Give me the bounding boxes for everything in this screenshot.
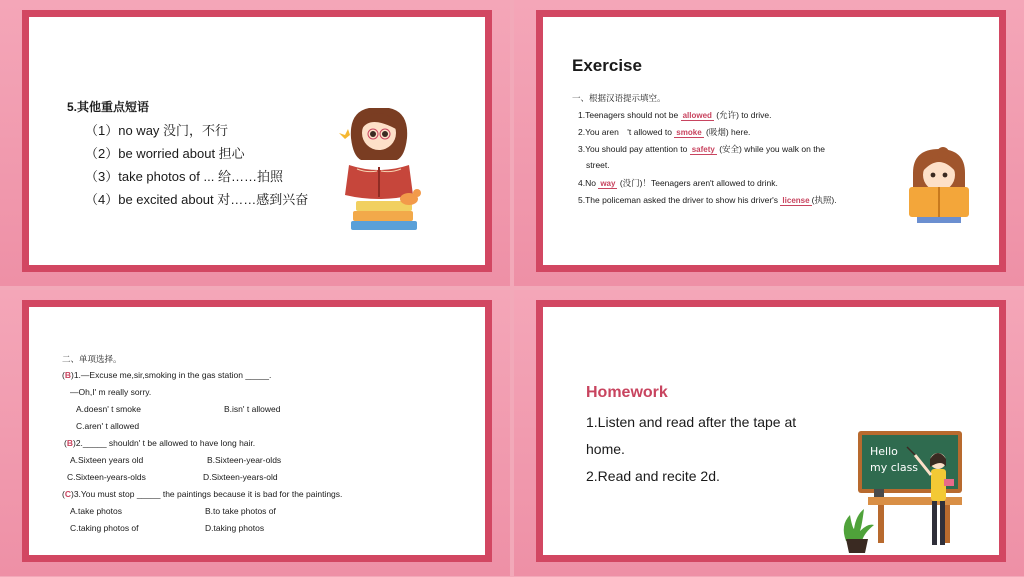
answer-key: B	[66, 438, 73, 448]
homework-item: 1.Listen and read after the tape at	[586, 414, 797, 430]
slide-3[interactable]	[0, 290, 510, 576]
answer-blank: smoke	[676, 128, 702, 137]
phrase-item: （4）be excited about 对……感到兴奋	[85, 192, 309, 207]
slide-frame	[22, 10, 492, 272]
option-b: B.isn' t allowed	[224, 404, 281, 414]
plant-icon	[844, 509, 874, 541]
slide-paper	[543, 17, 999, 265]
answer-blank: safety	[691, 145, 715, 154]
slide-frame	[536, 300, 1006, 562]
homework-item: 2.Read and recite 2d.	[586, 468, 720, 484]
option-d: D.taking photos	[205, 523, 265, 533]
option-a: A.doesn' t smoke	[76, 404, 141, 414]
question-2: 2.You aren 't allowed to smoke (吸烟) here.	[578, 127, 751, 137]
answer-key: C	[64, 489, 71, 499]
slide-paper	[29, 17, 485, 265]
question-3-continued: street.	[586, 160, 610, 170]
option-c: C.Sixteen-years-olds	[67, 472, 146, 482]
option-c: C.taking photos of	[70, 523, 139, 533]
girl-with-book-illustration	[903, 145, 973, 225]
slide-paper	[29, 307, 485, 555]
homework-item: home.	[586, 441, 625, 457]
question-1: 1.Teenagers should not be allowed (允许) to drive.	[578, 110, 772, 120]
option-b: B.Sixteen-year-olds	[207, 455, 282, 465]
teacher-blackboard-illustration	[838, 431, 978, 555]
slide-4[interactable]	[514, 290, 1024, 576]
answer-blank: license	[782, 196, 810, 205]
slide-frame	[22, 300, 492, 562]
section-title: 5.其他重点短语	[67, 100, 150, 114]
exercise-title: Exercise	[572, 56, 642, 75]
phrase-item: （3）take photos of ... 给……拍照	[85, 169, 283, 184]
slide-frame	[536, 10, 1006, 272]
option-d: D.Sixteen-years-old	[203, 472, 278, 482]
question-2-stem: (B)2._____ shouldn' t be allowed to have long hair.	[64, 438, 256, 448]
question-4: 4.No way (没门)！Teenagers aren't allowed to drink.	[578, 178, 778, 188]
phrase-item: （2）be worried about 担心	[85, 146, 245, 161]
board-text: Hello	[870, 445, 898, 458]
option-a: A.Sixteen years old	[70, 455, 144, 465]
homework-title: Homework	[586, 384, 668, 401]
section-heading: 二、单项选择。	[62, 354, 122, 364]
slide-2[interactable]	[514, 0, 1024, 286]
girl-reading-books-illustration	[329, 103, 449, 235]
option-b: B.to take photos of	[205, 506, 276, 516]
answer-blank: allowed	[682, 111, 712, 120]
option-c: C.aren' t allowed	[76, 421, 140, 431]
question-1-stem: (B)1.—Excuse me,sir,smoking in the gas station _____.	[62, 370, 272, 380]
question-3-stem: (C)3.You must stop _____ the paintings because it is bad for the paintings.	[62, 489, 343, 499]
question-3: 3.You should pay attention to safety (安全) while you walk on the	[578, 144, 826, 154]
instruction-text: 一、根据汉语提示填空。	[572, 93, 666, 103]
board-text: my class	[870, 461, 919, 474]
butterfly-icon	[339, 129, 350, 139]
slide-paper	[543, 307, 999, 555]
answer-key: B	[64, 370, 71, 380]
question-1-reply: —Oh,I' m really sorry.	[70, 387, 152, 397]
phrase-item: （1）no way 没门，不行	[85, 123, 229, 138]
slide-1[interactable]	[0, 0, 510, 286]
answer-blank: way	[600, 179, 616, 188]
question-5: 5.The policeman asked the driver to show his driver's license (执照).	[578, 195, 837, 205]
option-a: A.take photos	[70, 506, 122, 516]
